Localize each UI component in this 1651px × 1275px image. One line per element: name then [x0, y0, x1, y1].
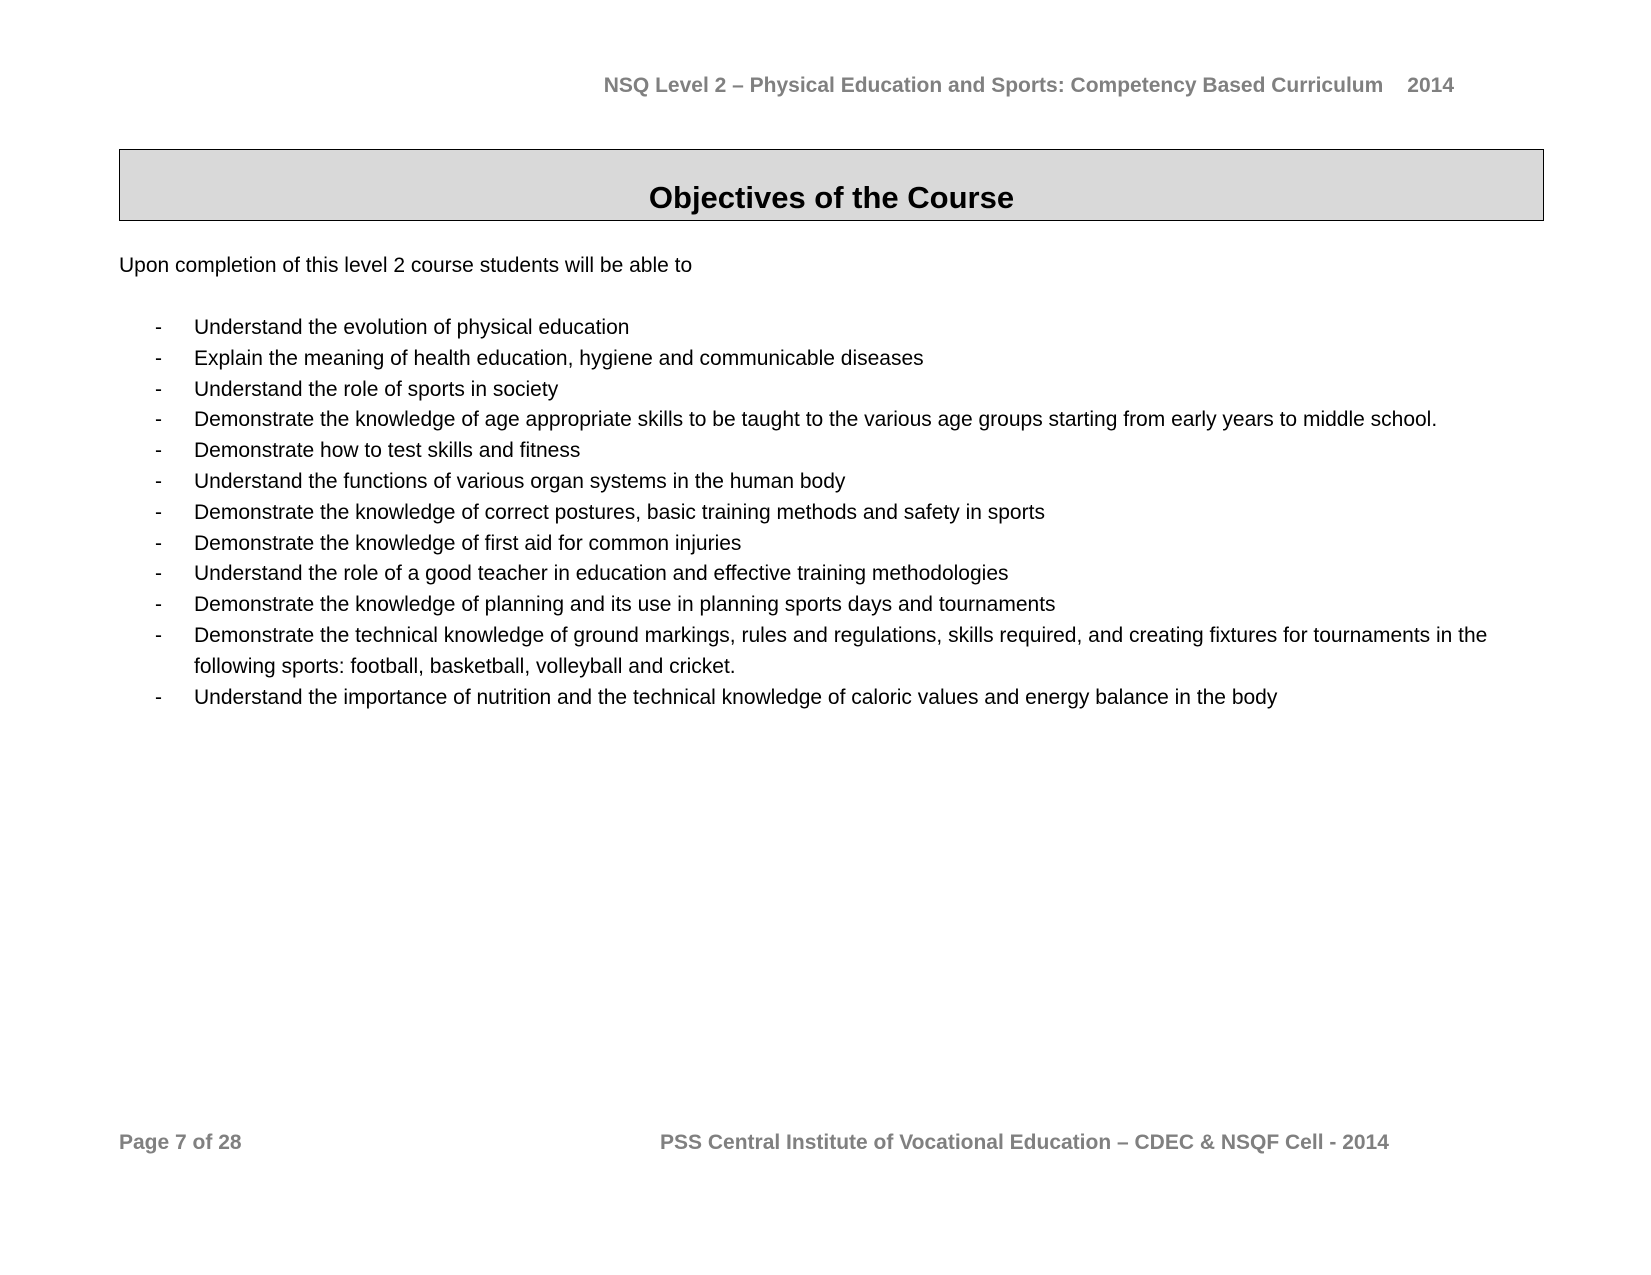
- list-item: [119, 559, 1549, 590]
- list-item: [119, 683, 1549, 714]
- list-item-text: Understand the evolution of physical education: [194, 316, 630, 339]
- list-item: [119, 621, 1549, 683]
- page-header: [604, 74, 1454, 98]
- list-item-text: Understand the functions of various organ systems in the human body: [194, 469, 846, 493]
- list-bullet: -: [155, 408, 162, 432]
- list-bullet: -: [155, 439, 162, 463]
- list-item: [119, 436, 1549, 467]
- list-item: [119, 375, 1549, 406]
- list-item-text: Demonstrate the technical knowledge of ground markings, rules and regulations, skills required, and creating fixtures for tournaments in the following sports: football, basketball, volleyball and cricket.: [194, 623, 1488, 678]
- page-number: Page 7 of 28: [119, 1131, 242, 1154]
- objectives-list: [119, 313, 1549, 713]
- list-item: [119, 467, 1549, 498]
- list-bullet: -: [155, 593, 162, 617]
- list-item: [119, 344, 1549, 375]
- section-title: Objectives of the Course: [648, 180, 1015, 215]
- list-bullet: -: [155, 562, 162, 586]
- list-bullet: -: [155, 377, 162, 401]
- list-item-text: Demonstrate the knowledge of planning and its use in planning sports days and tournaments: [194, 593, 1056, 617]
- list-item: [119, 529, 1549, 560]
- list-bullet: -: [155, 469, 162, 493]
- header-year: 2014: [1407, 74, 1454, 97]
- list-item: [119, 498, 1549, 529]
- list-item-text: Demonstrate the knowledge of age appropriate skills to be taught to the various age groups starting from early years to middle school.: [194, 408, 1438, 432]
- list-item-text: Understand the role of a good teacher in education and effective training methodologies: [194, 562, 1009, 586]
- list-item: [119, 313, 1549, 344]
- intro-text: Upon completion of this level 2 course students will be able to: [119, 254, 693, 277]
- section-title-box: [119, 149, 1544, 221]
- list-item-text: Explain the meaning of health education, hygiene and communicable diseases: [194, 346, 924, 370]
- list-bullet: -: [155, 346, 162, 370]
- list-bullet: -: [155, 500, 162, 524]
- list-item-text: Demonstrate the knowledge of correct postures, basic training methods and safety in sports: [194, 500, 1045, 524]
- list-item-text: Demonstrate the knowledge of first aid for common injuries: [194, 531, 742, 555]
- list-bullet: -: [155, 316, 162, 339]
- list-item-text: Demonstrate how to test skills and fitness: [194, 439, 581, 463]
- list-item-text: Understand the role of sports in society: [194, 377, 559, 401]
- list-bullet: -: [155, 685, 162, 709]
- footer-institution: PSS Central Institute of Vocational Education – CDEC & NSQF Cell - 2014: [660, 1131, 1389, 1154]
- list-item: [119, 405, 1549, 436]
- list-item: [119, 590, 1549, 621]
- list-bullet: -: [155, 531, 162, 555]
- list-bullet: -: [155, 623, 162, 647]
- list-item-text: Understand the importance of nutrition and the technical knowledge of caloric values and energy balance in the body: [194, 685, 1278, 709]
- header-title: NSQ Level 2 – Physical Education and Sports: Competency Based Curriculum: [603, 74, 1384, 97]
